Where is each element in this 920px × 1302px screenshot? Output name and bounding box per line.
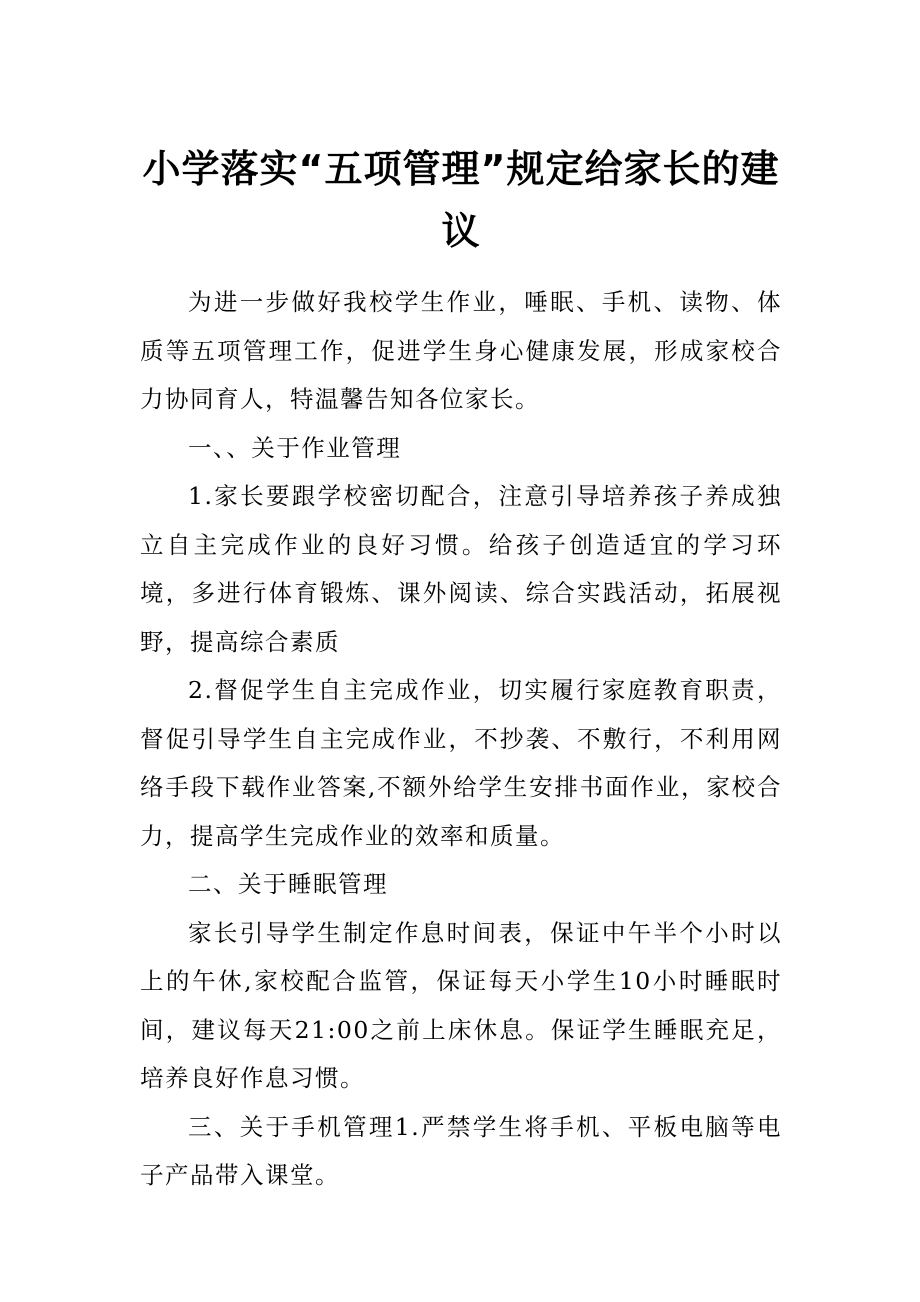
intro-paragraph: 为进一步做好我校学生作业，唾眠、手机、读物、体质等五项管理工作，促进学生身心健康发展，形成家校合力协同育人，特温馨告知各位家长。	[140, 288, 782, 413]
homework-item-2: 2.督促学生自主完成作业，切实履行家庭教育职责，督促引导学生自主完成作业，不抄袭、不敷行，不利用网络手段下载作业答案,不额外给学生安排书面作业，家校合力，提高学生完成作业的效率和质量。	[140, 676, 782, 850]
document-body	[140, 278, 782, 1200]
section-heading-homework: 一、、关于作业管理	[188, 433, 402, 462]
section-heading-phone: 三、关于手机管理1.严禁学生将手机、平板电脑等电子产品带入课堂。	[140, 1112, 782, 1189]
document-title: 小学落实“五项管理”规定给家长的建议	[142, 147, 780, 253]
sleep-paragraph: 家长引导学生制定作息时间表，保证中午半个小时以上的午休,家校配合监管，保证每天小学生10小时睡眠时间，建议每天21:00之前上床休息。保证学生睡眠充足，培养良好作息习惯。	[140, 918, 782, 1092]
homework-item-1: 1.家长要跟学校密切配合，注意引导培养孩子养成独立自主完成作业的良好习惯。给孩子创造适宜的学习环境，多进行体育锻炼、课外阅读、综合实践活动，拓展视野，提高综合素质	[140, 482, 782, 656]
section-heading-sleep: 二、关于睡眠管理	[188, 870, 388, 898]
